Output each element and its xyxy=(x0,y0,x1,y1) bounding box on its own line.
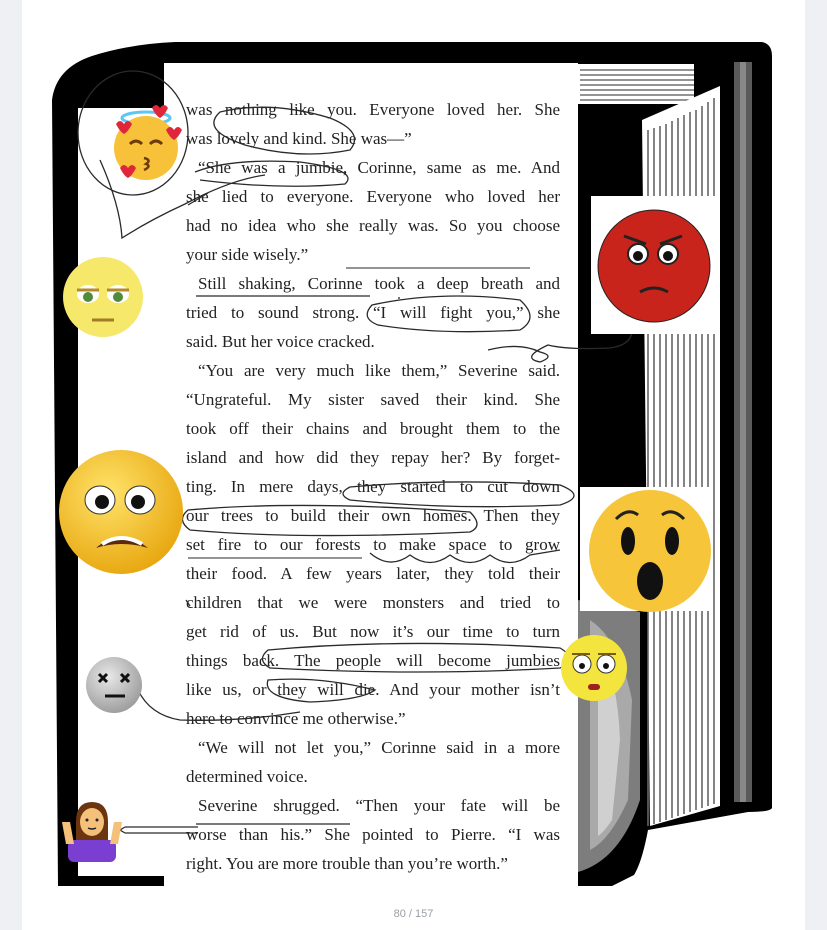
text-line: “Ungrateful. My sister saved their kind. She xyxy=(186,390,560,409)
text-line: get rid of us. But now it’s our time to turn xyxy=(186,622,560,641)
text-line: their food. A few years later, they told their xyxy=(186,564,560,583)
text-line: children that we were monsters and tried to xyxy=(186,593,560,612)
book-text xyxy=(186,95,560,878)
text-line: tried to sound strong. “I will fight you,” she xyxy=(186,303,560,322)
text-line: had no idea who she really was. So you choose xyxy=(186,216,560,235)
text-line: ting. In mere days, they started to cut down xyxy=(186,477,560,496)
text-line: determined voice. xyxy=(186,767,308,786)
dizzy-face-icon xyxy=(85,656,143,714)
text-line: worse than his.” She pointed to Pierre. “I was xyxy=(186,825,560,844)
text-line: set fire to our forests to make space to grow xyxy=(186,535,560,554)
text-line: “She was a jumbie, Corinne, same as me. And xyxy=(198,158,560,177)
astonished-face-icon xyxy=(588,489,712,613)
page-number: 80 / 157 xyxy=(393,908,434,920)
text-line: our trees to build their own homes. Then they xyxy=(186,506,560,525)
text-line: “We will not let you,” Corinne said in a more xyxy=(198,738,560,757)
text-line: here to convince me otherwise.” xyxy=(186,709,406,728)
text-line: Still shaking, Corinne took a deep breath and xyxy=(198,274,560,293)
angry-red-face-icon xyxy=(596,208,712,324)
text-line: right. You are more trouble than you’re worth.” xyxy=(186,854,508,873)
text-line: said. But her voice cracked. xyxy=(186,332,375,351)
text-line: she lied to everyone. Everyone who loved her xyxy=(186,187,560,206)
text-line: took off their chains and brought them to the xyxy=(186,419,560,438)
relieved-face-icon xyxy=(62,256,144,338)
flushed-face-icon xyxy=(560,634,628,702)
text-line: Severine shrugged. “Then your fate will be xyxy=(198,796,560,815)
anguished-face-icon xyxy=(58,448,184,576)
person-shrugging-icon xyxy=(62,800,122,862)
text-line: was nothing like you. Everyone loved her. She xyxy=(186,100,560,119)
text-line: your side wisely.” xyxy=(186,245,309,264)
text-line: was lovely and kind. She was—” xyxy=(186,129,412,148)
smiling-face-with-hearts-icon xyxy=(106,100,186,185)
text-line: like us, or they will die. And your mother isn’t xyxy=(186,680,560,699)
text-line: “You are very much like them,” Severine said. xyxy=(198,361,560,380)
text-line: island and how did they repay her? By forget- xyxy=(186,448,560,467)
text-line: things back. The people will become jumbies xyxy=(186,651,560,670)
